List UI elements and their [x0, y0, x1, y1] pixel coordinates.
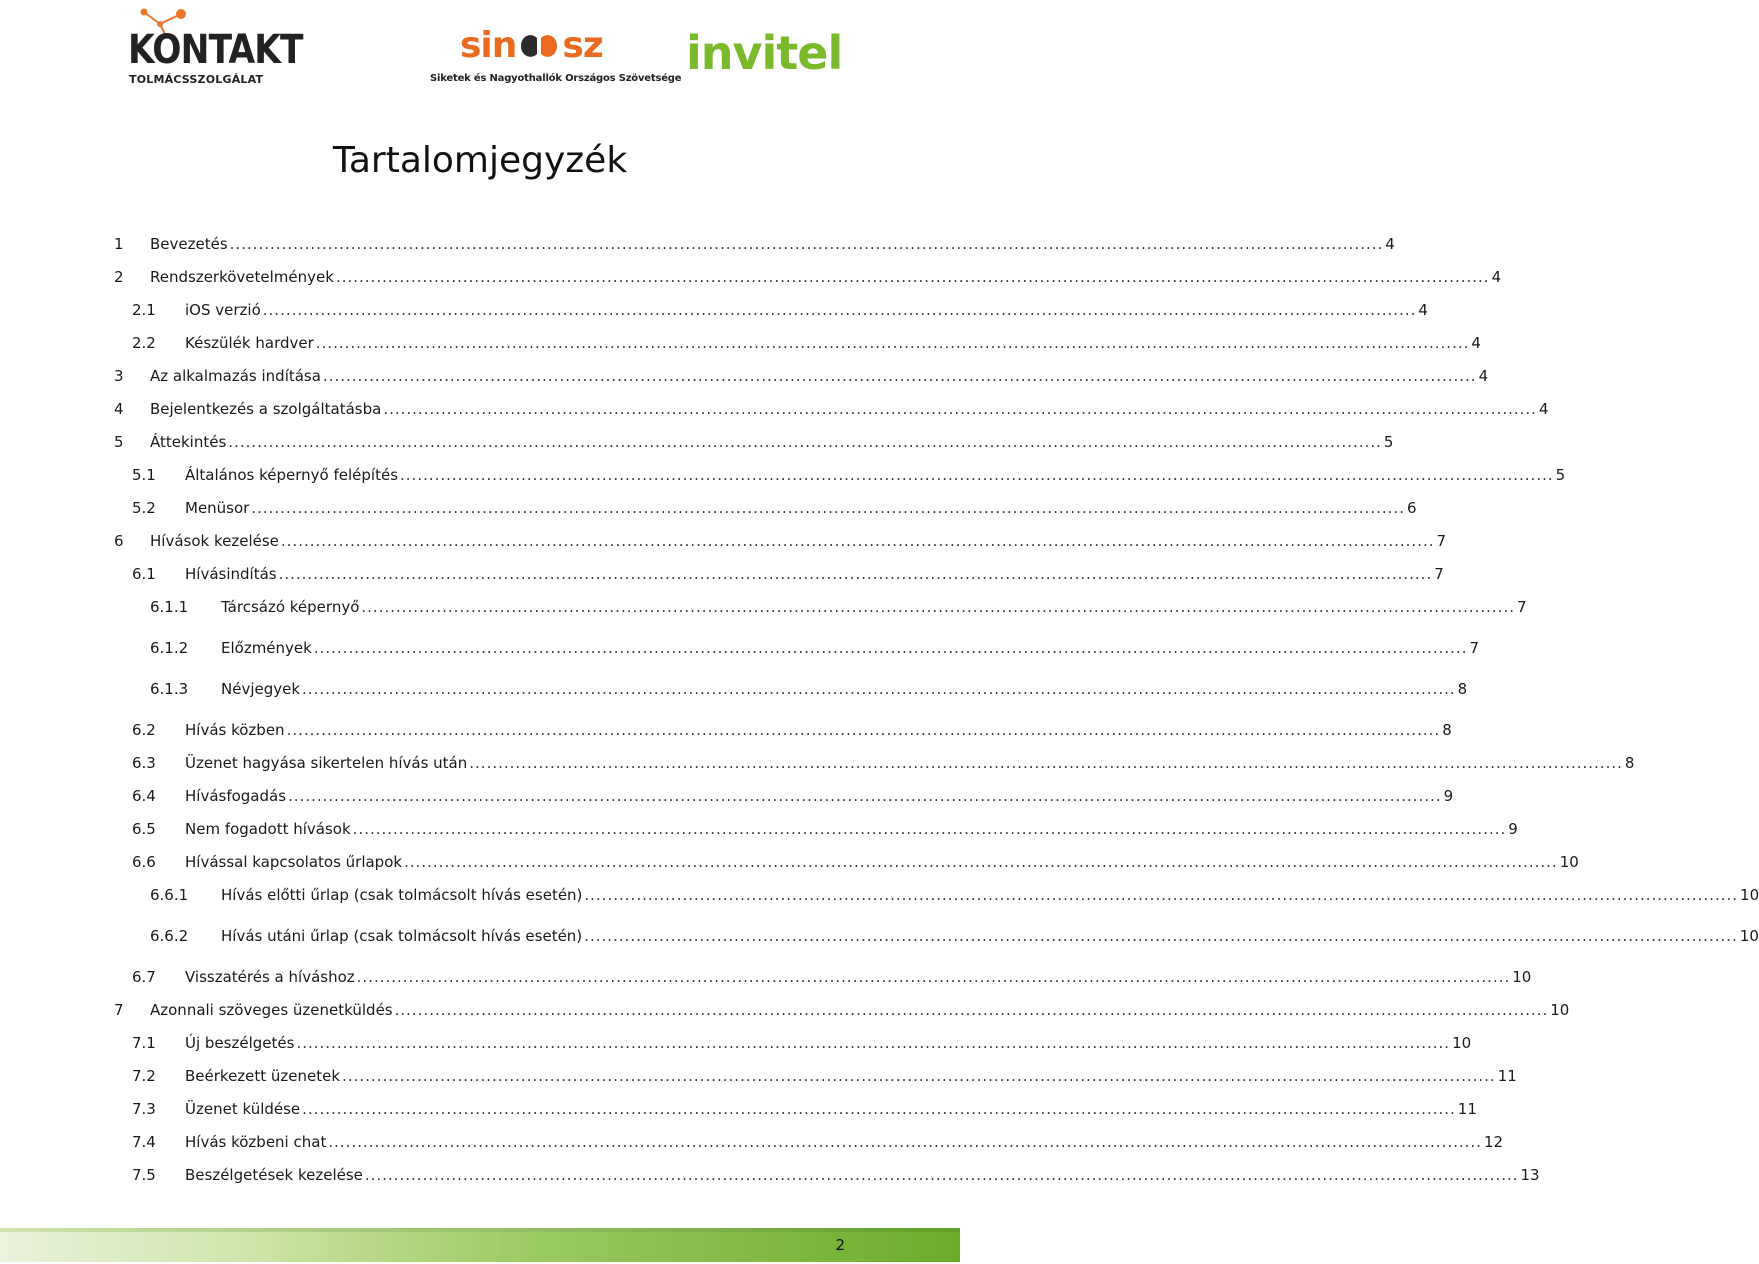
toc-entry-number: 7.5 — [132, 1166, 156, 1184]
toc-entry[interactable] — [0, 596, 1527, 618]
toc-entry-title: Hívással kapcsolatos űrlapok — [185, 853, 403, 871]
toc-entry-number: 2.1 — [132, 301, 156, 319]
toc-entry-number: 6.1.1 — [150, 598, 189, 616]
toc-entry-page: 5 — [1555, 466, 1566, 484]
toc-entry-title: iOS verzió — [185, 301, 261, 319]
toc-entry[interactable] — [0, 752, 1635, 774]
toc-entry-page: 10 — [1740, 886, 1759, 904]
toc-entry[interactable] — [0, 966, 1532, 988]
toc-entry-number: 4 — [114, 400, 124, 418]
toc-entry[interactable] — [0, 233, 1395, 255]
toc-dot-leader: ........................................................................................................................................................................................................ — [394, 1001, 1549, 1019]
invitel-logo-name: invitel — [686, 26, 843, 80]
toc-entry-title: Hívás közben — [185, 721, 285, 739]
toc-dot-leader: ........................................................................................................................................................................................................ — [302, 680, 1456, 698]
toc-entry-line — [150, 999, 1570, 1021]
toc-entry-page: 4 — [1471, 334, 1481, 352]
toc-entry-title: Az alkalmazás indítása — [150, 367, 321, 385]
toc-dot-leader: ........................................................................................................................................................................................................ — [361, 598, 1516, 616]
toc-entry-line — [150, 431, 1394, 453]
toc-entry-number: 2 — [114, 268, 124, 286]
toc-entry-title: Új beszélgetés — [185, 1034, 295, 1052]
toc-entry-title: Tárcsázó képernyő — [221, 598, 360, 616]
toc-entry-title: Előzmények — [221, 639, 312, 657]
toc-entry-line — [150, 365, 1489, 387]
toc-entry-line — [150, 530, 1447, 552]
toc-dot-leader: ........................................................................................................................................................................................................ — [328, 1133, 1482, 1151]
toc-entry-number: 6.7 — [132, 968, 156, 986]
toc-dot-leader: ........................................................................................................................................................................................................ — [364, 1166, 1519, 1184]
toc-entry-line — [185, 719, 1452, 741]
toc-entry[interactable] — [0, 431, 1394, 453]
toc-entry-number: 2.2 — [132, 334, 156, 352]
toc-entry-number: 6.2 — [132, 721, 156, 739]
toc-entry-title: Menüsor — [185, 499, 250, 517]
toc-entry-title: Általános képernyő felépítés — [185, 466, 399, 484]
toc-entry[interactable] — [0, 1098, 1477, 1120]
toc-entry-page: 10 — [1550, 1001, 1570, 1019]
toc-entry-line — [150, 233, 1395, 255]
toc-dot-leader: ........................................................................................................................................................................................................ — [584, 886, 1739, 904]
toc-entry-number: 5.2 — [132, 499, 156, 517]
sinosz-logo — [428, 25, 682, 90]
toc-entry-page: 8 — [1457, 680, 1468, 698]
toc-entry[interactable] — [0, 332, 1481, 354]
toc-entry[interactable] — [0, 1032, 1472, 1054]
toc-entry[interactable] — [0, 851, 1579, 873]
toc-dot-leader: ........................................................................................................................................................................................................ — [469, 754, 1623, 772]
sinosz-logo-subtitle: Siketek és Nagyothallók Országos Szövetsége — [430, 73, 682, 84]
toc-dot-leader: ........................................................................................................................................................................................................ — [315, 334, 1470, 352]
sinosz-logo-name-right: sz — [562, 25, 603, 66]
toc-entry[interactable] — [0, 398, 1549, 420]
toc-entry-page: 4 — [1478, 367, 1489, 385]
toc-entry-line — [185, 1098, 1477, 1120]
toc-entry-title: Bevezetés — [150, 235, 228, 253]
toc-entry-page: 8 — [1624, 754, 1635, 772]
toc-entry-page: 4 — [1538, 400, 1549, 418]
toc-entry-page: 7 — [1434, 565, 1444, 583]
toc-entry-line — [185, 332, 1481, 354]
toc-entry-title: Hívások kezelése — [150, 532, 279, 550]
toc-entry-title: Hívásindítás — [185, 565, 277, 583]
toc-entry-page: 8 — [1442, 721, 1452, 739]
toc-entry-line — [185, 1065, 1517, 1087]
toc-entry[interactable] — [0, 563, 1444, 585]
toc-entry-title: Beérkezett üzenetek — [185, 1067, 341, 1085]
toc-entry[interactable] — [0, 785, 1454, 807]
toc-entry-page: 4 — [1418, 301, 1428, 319]
toc-entry[interactable] — [0, 925, 1759, 947]
toc-entry-line — [185, 752, 1635, 774]
toc-entry-line — [221, 637, 1480, 659]
toc-entry-number: 7.2 — [132, 1067, 156, 1085]
toc-entry-page: 11 — [1497, 1067, 1517, 1085]
toc-entry-page: 13 — [1520, 1166, 1540, 1184]
toc-entry-title: Hívás közbeni chat — [185, 1133, 327, 1151]
toc-entry-number: 6.1 — [132, 565, 156, 583]
footer-bar — [0, 1228, 960, 1262]
toc-entry-line — [150, 398, 1549, 420]
toc-entry-page: 4 — [1385, 235, 1395, 253]
toc-dot-leader: ........................................................................................................................................................................................................ — [335, 268, 1490, 286]
toc-entry-title: Áttekintés — [150, 433, 227, 451]
toc-entry-line — [185, 818, 1518, 840]
toc-dot-leader: ........................................................................................................................................................................................................ — [356, 968, 1511, 986]
toc-entry-line — [185, 1131, 1504, 1153]
toc-entry-number: 6 — [114, 532, 124, 550]
toc-entry-line — [185, 966, 1532, 988]
toc-entry-title: Beszélgetések kezelése — [185, 1166, 363, 1184]
toc-entry[interactable] — [0, 637, 1480, 659]
toc-entry-title: Nem fogadott hívások — [185, 820, 351, 838]
toc-entry-line — [185, 563, 1444, 585]
toc-entry-page: 10 — [1739, 927, 1759, 945]
toc-entry[interactable] — [0, 365, 1489, 387]
toc-entry-number: 5 — [114, 433, 124, 451]
toc-entry[interactable] — [0, 464, 1566, 486]
invitel-logo — [686, 26, 852, 86]
toc-entry-page: 10 — [1512, 968, 1532, 986]
toc-entry[interactable] — [0, 497, 1417, 519]
toc-dot-leader: ........................................................................................................................................................................................................ — [400, 466, 1554, 484]
toc-entry-title: Üzenet hagyása sikertelen hívás után — [185, 754, 468, 772]
toc-entry-line — [185, 851, 1579, 873]
toc-entry-number: 3 — [114, 367, 124, 385]
toc-entry-number: 7 — [114, 1001, 124, 1019]
page-number: 2 — [835, 1236, 845, 1254]
toc-dot-leader: ........................................................................................................................................................................................................ — [322, 367, 1477, 385]
toc-entry-line — [185, 1164, 1540, 1186]
toc-dot-leader: ........................................................................................................................................................................................................ — [404, 853, 1558, 871]
toc-entry-page: 5 — [1383, 433, 1394, 451]
toc-entry-number: 6.4 — [132, 787, 156, 805]
toc-entry-line — [185, 464, 1566, 486]
sinosz-hands-icon — [517, 29, 561, 63]
toc-entry-number: 7.4 — [132, 1133, 156, 1151]
toc-entry-page: 7 — [1436, 532, 1447, 550]
toc-entry[interactable] — [0, 1164, 1540, 1186]
toc-entry-line — [185, 497, 1417, 519]
toc-entry[interactable] — [0, 818, 1518, 840]
toc-entry-number: 5.1 — [132, 466, 156, 484]
toc-entry-title: Hívás előtti űrlap (csak tolmácsolt hívás esetén) — [221, 886, 583, 904]
toc-entry-number: 6.3 — [132, 754, 156, 772]
toc-entry-number: 7.3 — [132, 1100, 156, 1118]
toc-entry-number: 6.1.2 — [150, 639, 189, 657]
kontakt-logo-name: KONTAKT — [128, 27, 303, 73]
toc-entry-line — [185, 785, 1454, 807]
toc-entry[interactable] — [0, 1065, 1517, 1087]
toc-dot-leader: ........................................................................................................................................................................................................ — [342, 1067, 1496, 1085]
toc-entry-line — [221, 925, 1759, 947]
toc-dot-leader: ........................................................................................................................................................................................................ — [383, 400, 1537, 418]
toc-entry-page: 10 — [1559, 853, 1579, 871]
toc-dot-leader: ........................................................................................................................................................................................................ — [262, 301, 1417, 319]
toc-entry-number: 6.6 — [132, 853, 156, 871]
toc-entry[interactable] — [0, 678, 1468, 700]
toc-entry-page: 9 — [1443, 787, 1454, 805]
toc-entry-page: 4 — [1491, 268, 1502, 286]
toc-dot-leader: ........................................................................................................................................................................................................ — [229, 235, 1384, 253]
toc-dot-leader: ........................................................................................................................................................................................................ — [352, 820, 1507, 838]
toc-entry-number: 6.1.3 — [150, 680, 189, 698]
toc-entry-page: 11 — [1457, 1100, 1477, 1118]
toc-entry-page: 7 — [1469, 639, 1480, 657]
toc-entry-title: Visszatérés a híváshoz — [185, 968, 355, 986]
toc-dot-leader: ........................................................................................................................................................................................................ — [288, 787, 1442, 805]
toc-entry-title: Bejelentkezés a szolgáltatásba — [150, 400, 382, 418]
toc-entry-title: Készülék hardver — [185, 334, 314, 352]
toc-entry-title: Hívás utáni űrlap (csak tolmácsolt hívás esetén) — [221, 927, 583, 945]
toc-dot-leader: ........................................................................................................................................................................................................ — [228, 433, 1382, 451]
toc-entry-title: Rendszerkövetelmények — [150, 268, 334, 286]
toc-entry-title: Hívásfogadás — [185, 787, 287, 805]
kontakt-logo — [124, 4, 303, 88]
toc-entry-page: 9 — [1508, 820, 1518, 838]
kontakt-logo-subtitle: TOLMÁCSSZOLGÁLAT — [129, 73, 264, 86]
toc-dot-leader: ........................................................................................................................................................................................................ — [296, 1034, 1451, 1052]
toc-dot-leader: ........................................................................................................................................................................................................ — [313, 639, 1468, 657]
toc-dot-leader: ........................................................................................................................................................................................................ — [280, 532, 1435, 550]
toc-entry[interactable] — [0, 299, 1428, 321]
toc-entry-number: 6.6.1 — [150, 886, 189, 904]
toc-entry-number: 7.1 — [132, 1034, 156, 1052]
toc-entry[interactable] — [0, 884, 1759, 906]
toc-entry-line — [221, 884, 1759, 906]
toc-dot-leader: ........................................................................................................................................................................................................ — [584, 927, 1738, 945]
toc-entry-line — [221, 596, 1527, 618]
toc-entry-line — [221, 678, 1468, 700]
toc-title: Tartalomjegyzék — [332, 140, 628, 181]
toc-entry-line — [150, 266, 1502, 288]
toc-entry-page: 6 — [1406, 499, 1417, 517]
toc-entry-number: 6.5 — [132, 820, 156, 838]
toc-entry[interactable] — [0, 719, 1452, 741]
toc-entry-title: Névjegyek — [221, 680, 301, 698]
toc-entry-line — [185, 1032, 1472, 1054]
toc-dot-leader: ........................................................................................................................................................................................................ — [302, 1100, 1456, 1118]
toc-entry[interactable] — [0, 530, 1447, 552]
sinosz-logo-name-left: sin — [460, 25, 517, 66]
toc-entry-number: 6.6.2 — [150, 927, 189, 945]
toc-entry-title: Azonnali szöveges üzenetküldés — [150, 1001, 393, 1019]
toc-entry-page: 10 — [1452, 1034, 1472, 1052]
toc-entry[interactable] — [0, 266, 1502, 288]
toc-entry-title: Üzenet küldése — [185, 1100, 301, 1118]
toc-entry-line — [185, 299, 1428, 321]
toc-entry[interactable] — [0, 999, 1570, 1021]
toc-dot-leader: ........................................................................................................................................................................................................ — [251, 499, 1405, 517]
toc-dot-leader: ........................................................................................................................................................................................................ — [286, 721, 1441, 739]
toc-entry[interactable] — [0, 1131, 1504, 1153]
toc-entry-page: 7 — [1517, 598, 1527, 616]
sinosz-logo-name — [460, 25, 603, 66]
toc-dot-leader: ........................................................................................................................................................................................................ — [278, 565, 1433, 583]
toc-entry-number: 1 — [114, 235, 124, 253]
toc-entry-page: 12 — [1483, 1133, 1504, 1151]
